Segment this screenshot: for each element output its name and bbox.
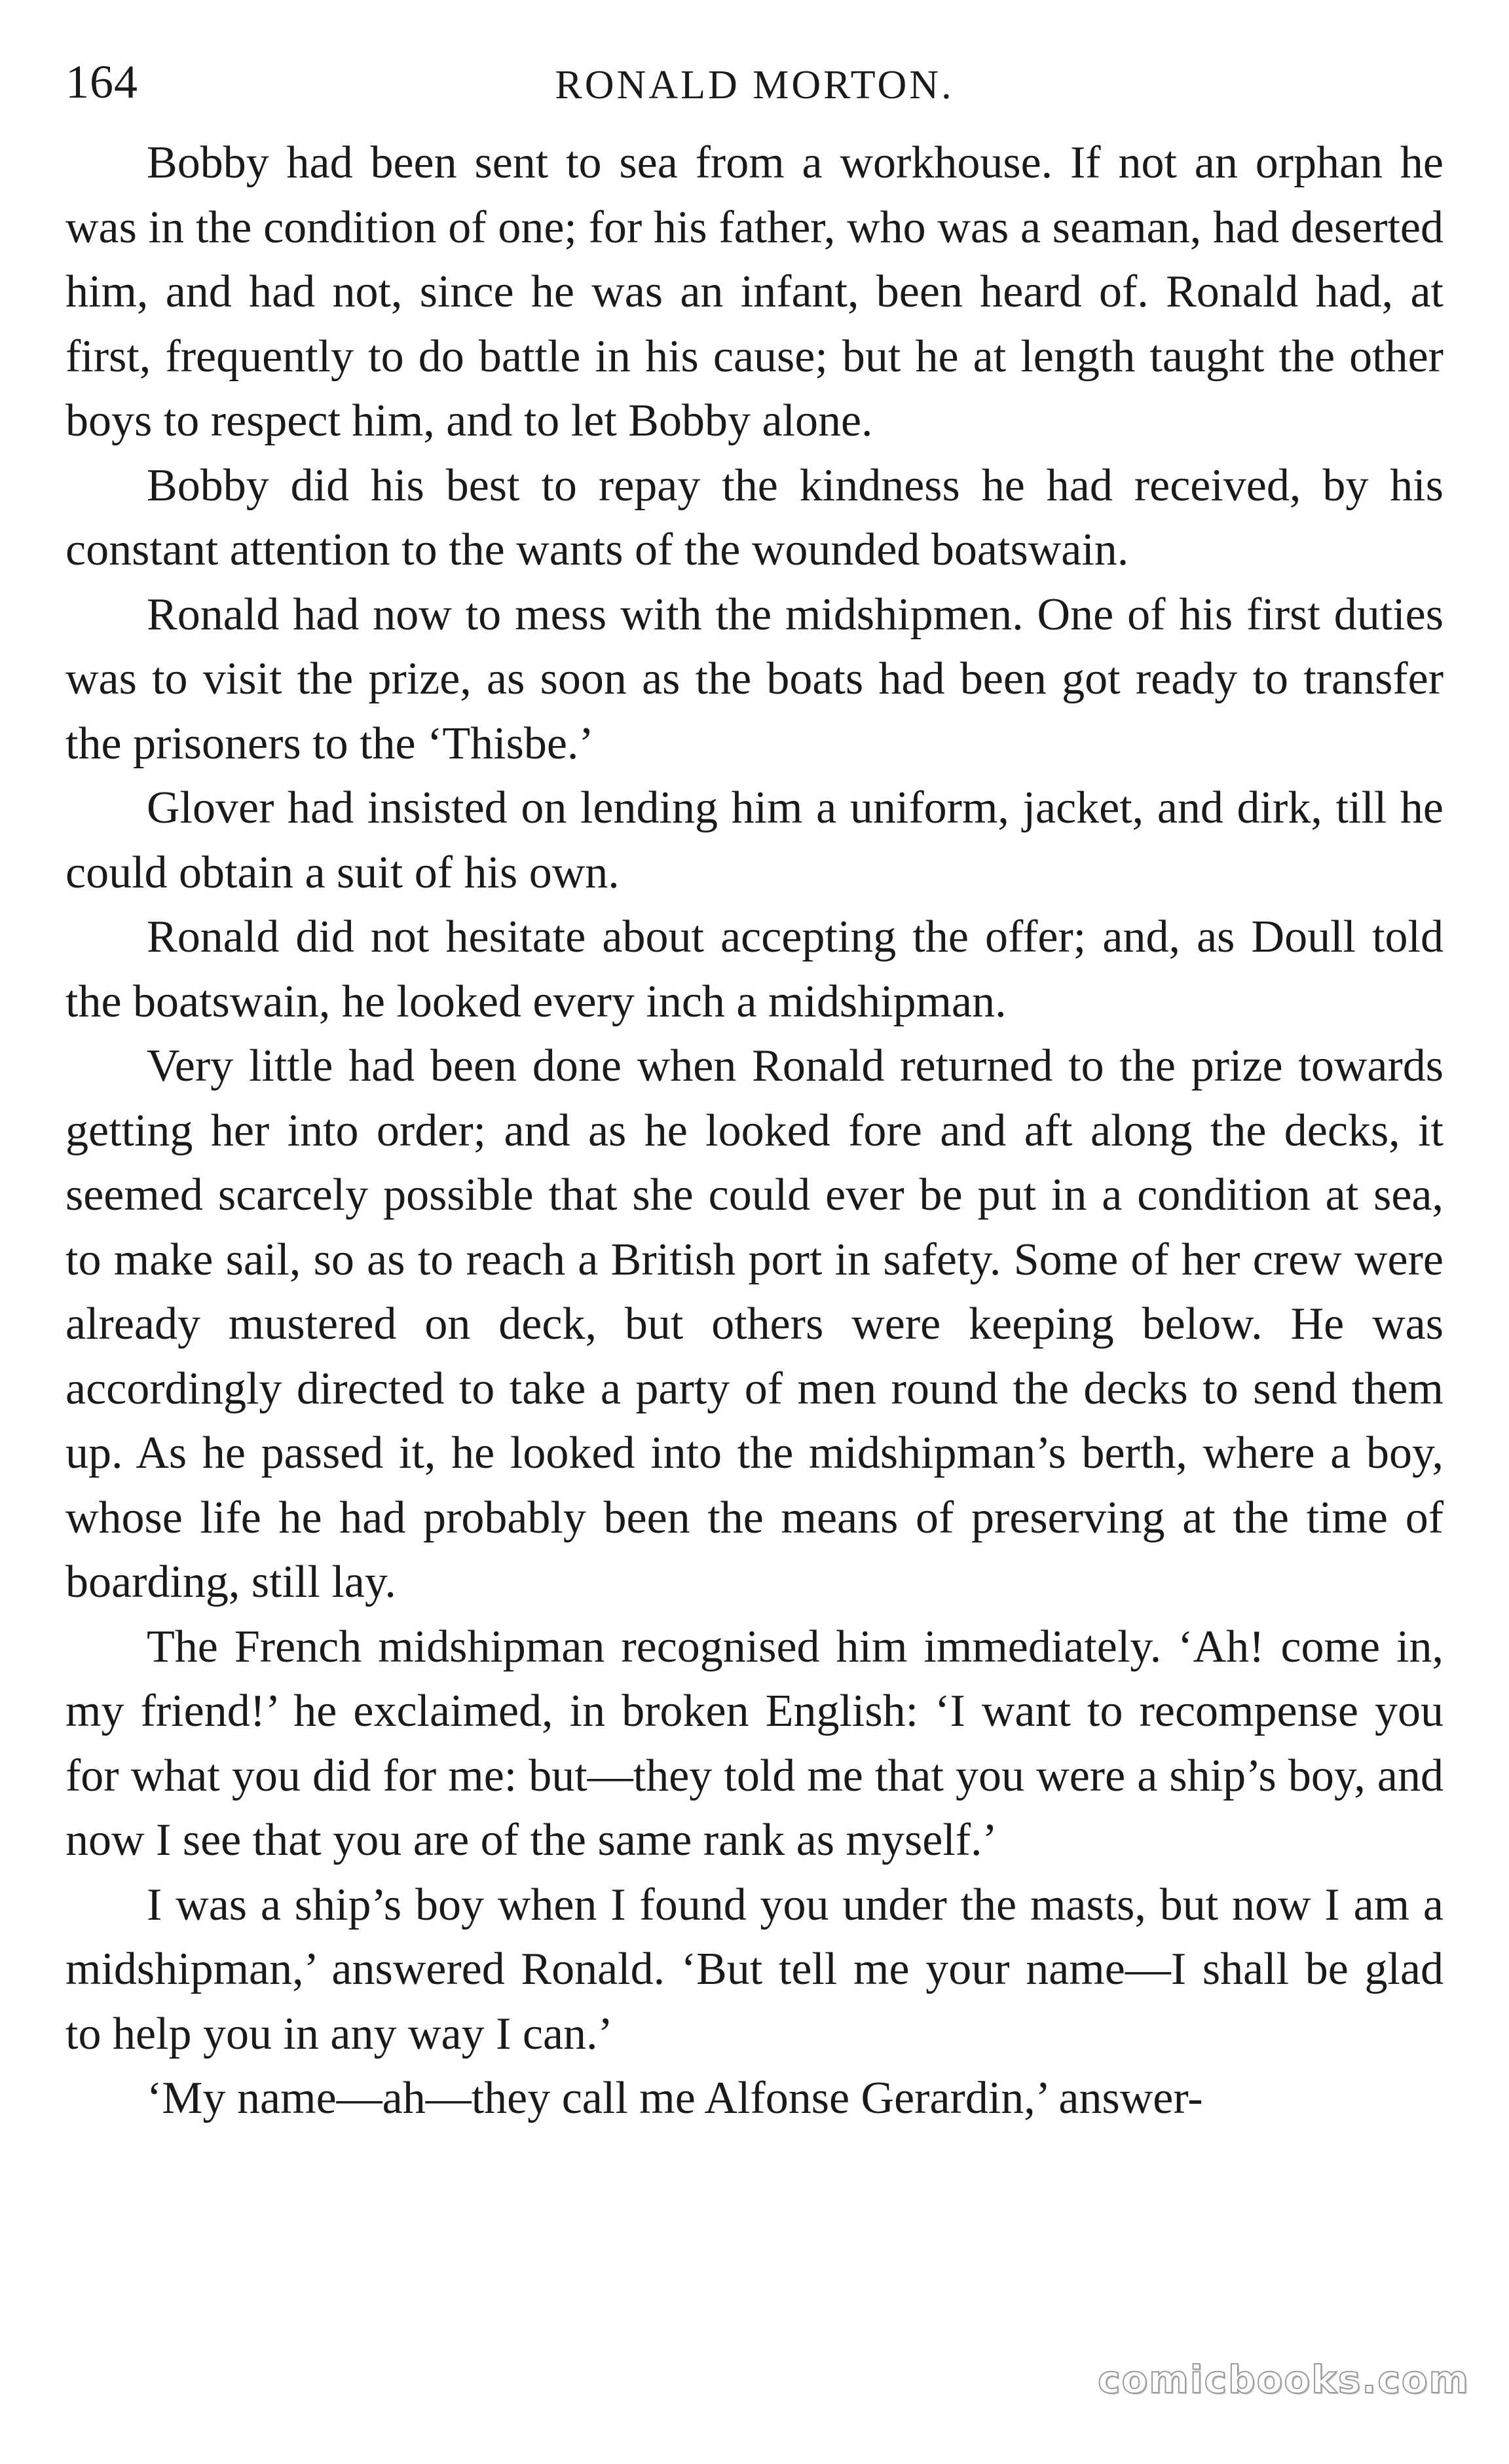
watermark-logo: comicbooks.com	[1098, 2357, 1470, 2402]
running-title: RONALD MORTON.	[555, 63, 954, 107]
book-page	[65, 52, 1444, 2410]
paragraph: Ronald did not hesitate about accepting the offer; and, as Doull told the boatswain, he looked every inch a midshipman.	[65, 912, 1444, 1027]
paragraph: ‘My name—ah—they call me Alfonse Gerardin,’ answer-	[147, 2073, 1203, 2123]
paragraph: Bobby had been sent to sea from a workhouse. If not an orphan he was in the condition of one; for his father, who was a seaman, had deserted him, and had not, since he was an infant, been heard of. Ronald had, at first, frequently to do battle in his cause; but he at length taught the other boys to respect him, and to let Bobby alone.	[65, 138, 1444, 446]
paragraph: The French midshipman recognised him immediately. ‘Ah! come in, my friend!’ he exclaimed, in broken English: ‘I want to recompense you for what you did for me: but—they told me that you were a ship’s boy, and now I see that you are of the same rank as myself.’	[65, 1621, 1444, 1865]
page-number: 164	[65, 56, 138, 108]
body-text	[65, 131, 1444, 2131]
paragraph: I was a ship’s boy when I found you under the masts, but now I am a midshipman,’ answered Ronald. ‘But tell me your name—I shall be glad to help you in any way I can.’	[65, 1879, 1444, 2059]
page-header	[65, 52, 1444, 131]
paragraph: Bobby did his best to repay the kindness he had received, by his constant attention to the wants of the wounded boatswain.	[65, 460, 1444, 575]
paragraph: Ronald had now to mess with the midshipmen. One of his first duties was to visit the prize, as soon as the boats had been got ready to transfer the prisoners to the ‘Thisbe.’	[65, 589, 1444, 769]
paragraph: Glover had insisted on lending him a uniform, jacket, and dirk, till he could obtain a suit of his own.	[65, 783, 1444, 898]
paragraph: Very little had been done when Ronald returned to the prize towards getting her into order; and as he looked fore and aft along the decks, it seemed scarcely possible that she could ever be put in a condition at sea, to make sail, so as to reach a British port in safety. Some of her crew were already mustered on deck, but others were keeping below. He was accordingly directed to take a party of men round the decks to send them up. As he passed it, he looked into the midshipman’s berth, where a boy, whose life he had probably been the means of preserving at the time of boarding, still lay.	[65, 1041, 1444, 1607]
